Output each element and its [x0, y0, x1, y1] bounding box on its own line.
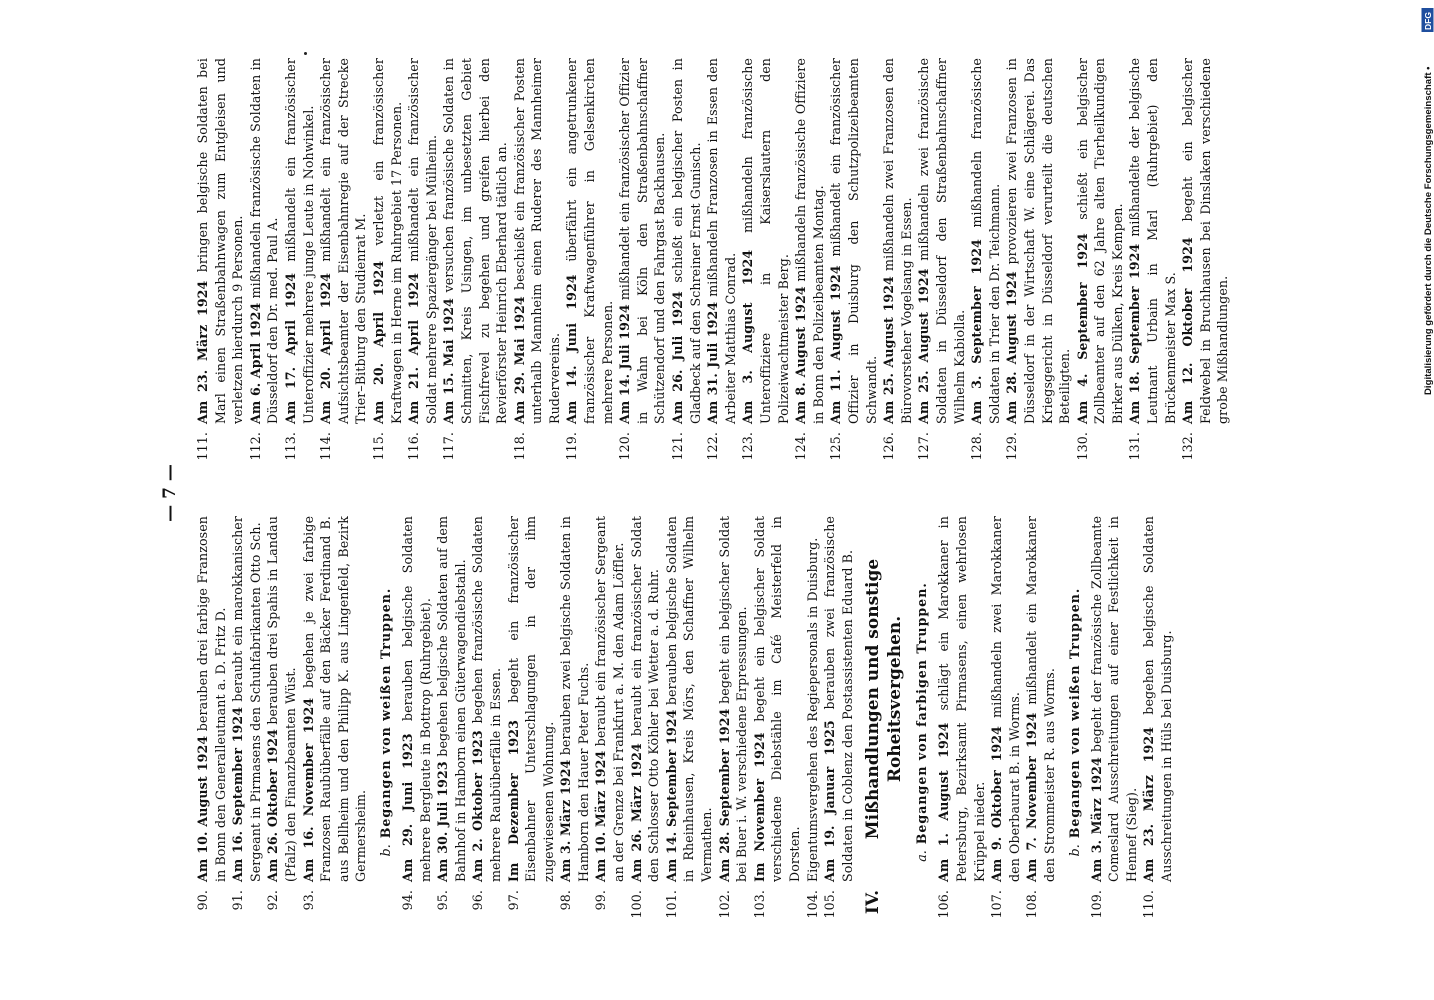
entry-103: [751, 516, 804, 928]
entry-date: Am 18. September 1924: [1127, 243, 1143, 424]
entry-95: [434, 516, 469, 928]
entry-114: [317, 58, 370, 470]
entry-space: [752, 722, 767, 733]
entry-body: mißhandeln französische Offiziere in Bonn den Polizeibeamten Montag.: [793, 58, 826, 424]
entry-body: berauben belgische Soldaten in Rheinhausen, Kreis Mörs, den Schaffner Wilhelm Vermathen.: [663, 516, 715, 882]
entry-text: [1074, 58, 1127, 424]
entry-text: [704, 58, 739, 424]
entry-body: mißhandeln französische Soldaten in Düsseldorf den Dr. med. Paul A.: [247, 58, 281, 424]
entry-body: beraubt ein französischer Soldat den Schlosser Otto Köhler bei Wetter a. d. Ruhr.: [628, 515, 662, 882]
entry-number: 114.: [318, 432, 334, 461]
entry-116: [405, 58, 440, 470]
entry-body: mißhandeln französische Soldaten in Trier den Dr. Teichmann.: [969, 58, 1002, 424]
entry-111: [194, 58, 247, 470]
entry-text: [440, 58, 510, 424]
entry-113: [282, 58, 317, 470]
entry-body: mißhandelt ein französischer Soldat mehrere Spaziergänger bei Mülheim.: [406, 58, 439, 424]
entry-text: [511, 58, 564, 424]
entry-number: 111.: [195, 432, 210, 461]
entry-text: [505, 516, 558, 882]
entry-space: [1004, 265, 1019, 272]
entry-body: begeht ein belgischer Feldwebel in Bruchhausen bei Dinslaken verschiedene grobe Mißhandlungen.: [1180, 57, 1231, 424]
entry-date: Am 26. Oktober 1924: [265, 728, 281, 882]
entry-text: [880, 58, 915, 424]
entry-text: [751, 516, 804, 882]
entry-date: Am 3. August 1924: [740, 249, 756, 424]
entry-105: [821, 516, 856, 928]
entry-body: berauben zwei belgische Soldaten in Hamborn den Hauer Peter Fuchs.: [558, 516, 591, 882]
entry-date: Am 3. September 1924: [969, 238, 985, 424]
entry-115: [370, 58, 405, 470]
entry-text: [194, 516, 229, 882]
digitization-credit: [1421, 0, 1434, 1000]
entry-date: Am 11. August 1924: [828, 265, 844, 424]
subheading: [1067, 516, 1082, 928]
entry-body: provozieren zwei Franzosen in Düsseldorf in der Wirtschaft W. eine Schlägerei. Das Kriegsgericht in Düsseldorf verurteilt die deutschen Beteiligten.: [1004, 58, 1073, 424]
entry-body: begeht ein belgischer Soldat verschiedene Diebstähle im Café Meisterfeld in Dorsten.: [751, 516, 802, 882]
entry-space: [195, 272, 210, 280]
entry-date: Am 15. Mai 1924: [441, 297, 457, 424]
entry-number: 90.: [195, 890, 210, 911]
entry-98: [557, 516, 592, 928]
entry-text: [935, 516, 988, 882]
entry-space: [717, 704, 732, 709]
entry-number: 127.: [916, 432, 932, 461]
entry-space: [435, 757, 450, 762]
entry-date: Am 29. Mai 1924: [511, 296, 527, 424]
entry-body: mißhandelt ein französischer Unteroffizier mehrere junge Leute in Nohwinkel.: [282, 58, 316, 424]
entry-space: [1024, 705, 1039, 713]
entry-date: Am 14. Juni 1924: [564, 274, 580, 424]
entry-space: [936, 710, 951, 722]
entry-text: [1179, 58, 1232, 424]
entry-119: [563, 58, 616, 470]
entry-number: 129.: [1004, 432, 1020, 461]
entry-space: [400, 721, 415, 733]
entry-number: 121.: [670, 432, 686, 461]
entry-124: [792, 58, 827, 470]
entry-date: Am 29. Juni 1923: [399, 733, 415, 882]
entry-102: [716, 516, 751, 928]
entry-date: Am 23. März 1924: [195, 280, 210, 424]
entry-space: [371, 246, 386, 261]
entry-date: Am 14. Juli 1924: [617, 304, 633, 424]
entry-90: [194, 516, 229, 928]
entry-101: [663, 516, 716, 928]
entry-text: [563, 58, 616, 424]
entry-93: [300, 516, 370, 928]
entry-97: [505, 516, 558, 928]
entry-date: Am 19. Januar 1925: [822, 720, 838, 882]
entry-date: Am 26. Juli 1924: [670, 291, 686, 424]
entry-92: [264, 516, 299, 928]
entry-body: mißhandeln zwei Marokkaner den Oberbaurat B. in Worms.: [989, 516, 1022, 882]
entry-date: Am 9. Oktober 1924: [989, 726, 1005, 882]
page-number: — 7 —: [160, 464, 180, 522]
entry-date: Am 20. April 1924: [318, 272, 334, 424]
subheading-key: a.: [914, 850, 930, 862]
entry-99: [592, 516, 627, 928]
credit-text: Digitalisierung gefördert durch die Deutsche Forschungsgemeinschaft •: [1423, 66, 1434, 395]
entry-number: 96.: [470, 890, 486, 911]
entry-text: [716, 516, 751, 882]
entry-body: begehen je zwei farbige Franzosen Raubüberfälle auf den Bäcker Ferdinand B. aus Bellheim und den Philipp K. aus Lingenfeld, Bezirk Germersheim.: [300, 516, 369, 882]
entry-body: berauben belgische Soldaten mehrere Bergleute in Bottrop (Ruhrgebiet).: [399, 516, 433, 882]
entry-date: Am 28. August 1924: [1004, 271, 1020, 424]
entry-body: mißhandeln französische Unteroffiziere in Kaiserslautern den Polizeiwachtmeister Berg.: [740, 58, 791, 424]
entry-space: [969, 228, 984, 239]
entry-text: [804, 516, 822, 882]
entry-space: [283, 262, 298, 273]
entry-body: versuchen französische Soldaten in Schmitten, Kreis Usingen, im unbesetzten Gebiet Fischfrevel zu begehen und greifen hierbei den Revierförster Heinrich Eberhard tätlich an.: [441, 58, 510, 424]
entry-number: 98.: [558, 890, 574, 911]
entry-text: [370, 58, 405, 424]
entry-number: 103.: [751, 890, 767, 919]
entry-text: [469, 516, 504, 882]
entry-text: [739, 58, 792, 424]
entry-space: [1180, 222, 1195, 238]
entry-space: [318, 262, 333, 273]
entry-text: [592, 516, 627, 882]
entry-108: [1023, 516, 1058, 928]
entry-space: [828, 257, 843, 266]
entry-date: Am 4. September 1924: [1074, 233, 1090, 424]
entry-number: 101.: [663, 890, 679, 919]
subheading-key: b.: [1066, 844, 1082, 857]
entry-body: begeht ein französischer Eisenbahner Unterschlagungen in der ihm zugewiesenen Wohnung.: [505, 515, 556, 882]
entry-body: begeht der französische Zollbeamte Comeslard Ausschreitungen auf einer Festlichkeit in Hennef (Sieg).: [1088, 516, 1139, 882]
entry-date: Im Dezember 1923: [505, 720, 521, 882]
entry-text: [663, 516, 716, 882]
entry-space: [506, 703, 521, 720]
entry-space: [512, 290, 527, 296]
entry-91: [229, 516, 264, 928]
entry-text: [792, 58, 827, 424]
entry-122: [704, 58, 739, 470]
entry-text: [434, 516, 469, 882]
entry-number: 95.: [435, 890, 451, 911]
entry-body: berauben drei farbige Franzosen in Bonn den Generalleutnant a. D. Fritz D.: [195, 516, 228, 882]
entry-number: 116.: [406, 432, 422, 461]
entry-131: [1126, 58, 1179, 470]
entry-number: 97.: [505, 890, 521, 911]
entry-body: beraubt ein französischer Sergeant an der Grenze bei Frankfurt a. M. den Adam Löffler.: [593, 516, 627, 882]
entry-121: [669, 58, 704, 470]
entry-text: [616, 58, 669, 424]
entry-space: [916, 261, 931, 269]
entry-104: [804, 516, 822, 928]
section-number: IV.: [863, 890, 884, 915]
entry-space: [230, 702, 245, 707]
entry-96: [469, 516, 504, 928]
entry-space: [301, 688, 316, 698]
subheading: [378, 516, 393, 928]
entry-date: Am 3. März 1924: [558, 759, 574, 882]
subheading-key: b.: [377, 844, 393, 857]
entry-date: Am 2. Oktober 1923: [470, 730, 486, 882]
entry-body: bringen belgische Soldaten bei Marl einen Straßenbahnwagen zum Entgleisen und verletzen hierdurch 9 Personen.: [195, 58, 246, 424]
entry-text: [1088, 516, 1141, 882]
entry-117: [440, 58, 510, 470]
entry-112: [247, 58, 282, 470]
entry-text: [557, 516, 592, 882]
entry-text: [988, 516, 1023, 882]
entry-body: mißhandeln zwei Franzosen den Bürovorsteher Vogelsang in Essen.: [881, 58, 914, 424]
entry-text: [194, 58, 247, 424]
entry-text: [628, 516, 663, 882]
entry-body: begehen französische Soldaten mehrere Raubüberfälle in Essen.: [470, 516, 503, 882]
entry-number: 113.: [282, 432, 298, 461]
dfg-logo-icon: DFG: [1423, 12, 1433, 30]
entry-number: 132.: [1180, 432, 1196, 461]
entry-body: mißhandelte der belgische Leutnant Urbain in Marl (Ruhrgebiet) den Brückenmeister Max S.: [1127, 57, 1178, 424]
entry-body: schlägt ein Marokkaner in Petersburg, Bezirksamt Pirmasens, einen wehrlosen Krüppel nieder.: [936, 516, 987, 882]
entry-space: [793, 282, 808, 287]
entry-space: [664, 705, 679, 709]
entry-107: [988, 516, 1023, 928]
entry-number: 130.: [1074, 432, 1090, 461]
entry-number: 99.: [593, 890, 609, 911]
entry-space: [558, 755, 573, 759]
entry-body: Eigentumsvergehen des Regiepersonals in Duisburg.: [804, 537, 820, 882]
entry-text: [1140, 516, 1175, 882]
entry-text: [399, 516, 434, 882]
entry-text: [282, 58, 317, 424]
entry-space: [593, 746, 608, 750]
entry-space: [989, 718, 1004, 726]
entry-date: Am 8. August 1924: [793, 286, 809, 424]
entry-number: 109.: [1088, 890, 1104, 919]
entry-text: [264, 516, 299, 882]
entry-date: Am 30. Juli 1923: [435, 761, 451, 882]
subheading-text: Begangen von weißen Truppen.: [377, 587, 393, 839]
entry-date: Am 10. August 1924: [195, 735, 210, 882]
entry-text: [300, 516, 370, 882]
entry-text: [1126, 58, 1179, 424]
entry-body: beraubt ein marokkanischer Sergeant in Pirmasens den Schuhfabrikanten Otto Sch.: [230, 516, 263, 882]
entry-128: [968, 58, 1003, 470]
entry-number: 131.: [1127, 432, 1143, 461]
entry-text: [1003, 58, 1073, 424]
entry-space: [1089, 752, 1104, 757]
entry-number: 107.: [989, 890, 1005, 919]
entry-date: Am 1. August 1924: [936, 722, 952, 882]
entry-text: [827, 58, 880, 424]
entry-number: 112.: [247, 432, 263, 461]
entry-number: 128.: [969, 432, 985, 461]
entry-body: begehen belgische Soldaten Ausschreitungen in Hüls bei Duisburg.: [1141, 516, 1174, 882]
entry-date: Am 25. August 1924: [881, 276, 897, 424]
entry-body: verletzt ein französischer Kraftwagen in Herne im Ruhrgebiet 17 Personen.: [370, 58, 404, 424]
entry-number: 119.: [564, 432, 580, 461]
entry-space: [1127, 237, 1142, 244]
entry-text: [968, 58, 1003, 424]
entry-date: Am 6. April 1924: [247, 302, 263, 424]
entry-date: Am 21. April 1924: [406, 272, 422, 424]
right-column: [194, 58, 1301, 470]
entry-date: Am 31. Juli 1924: [705, 301, 721, 424]
entry-date: Am 20. April 1924: [370, 260, 386, 424]
entry-text: [317, 58, 370, 424]
entry-123: [739, 58, 792, 470]
entry-number: 91.: [230, 890, 246, 911]
entry-date: Im November 1924: [751, 732, 767, 882]
section-title: Mißhandlungen und sonstige Roheitsvergehen.: [863, 558, 906, 840]
entry-date: Am 7. November 1924: [1024, 712, 1040, 882]
entry-number: 125.: [828, 432, 844, 461]
entry-body: schießt ein belgischer Posten in Gladbeck auf den Schreiner Ernst Gunisch.: [670, 58, 703, 424]
entry-number: 108.: [1024, 890, 1040, 919]
entry-body: mißhandelt ein französischer Aufsichtsbeamter der Eisenbahnregie auf der Strecke Trier–Bitburg den Studienrat M.: [318, 58, 369, 424]
entry-number: 106.: [936, 890, 952, 919]
entry-date: Am 16. September 1924: [230, 706, 246, 882]
document-page: [116, 58, 1301, 928]
entry-date: Am 16. November 1924: [300, 697, 316, 882]
entry-body: überfährt ein angetrunkener französischer Kraftwagenführer in Gelsenkirchen mehrere Personen.: [564, 58, 615, 424]
entry-body: mißhandelt ein Marokkaner den Strommeister R. aus Worms.: [1024, 516, 1057, 882]
entry-number: 105.: [822, 890, 838, 919]
entry-space: [822, 709, 837, 720]
entry-body: beschießt ein französischer Posten unterhalb Mannheim einen Ruderer des Mannheimer Rudervereins.: [511, 58, 562, 424]
entry-number: 122.: [705, 432, 721, 461]
entry-date: Am 26. März 1924: [628, 743, 644, 882]
entry-text: [669, 58, 704, 424]
entry-number: 92.: [265, 890, 281, 911]
entry-space: [629, 736, 644, 743]
entry-number: 102.: [716, 890, 732, 919]
entry-number: 100.: [628, 890, 644, 919]
entry-space: [441, 292, 456, 298]
entry-body: begeht ein belgischer Soldat bei Buer i. W. verschiedene Erpressungen.: [716, 516, 750, 882]
entry-date: Am 28. September 1924: [716, 708, 732, 882]
entry-118: [511, 58, 564, 470]
entry-number: 110.: [1141, 890, 1157, 919]
entry-date: Am 14. September 1924: [663, 709, 679, 882]
entry-number: 118.: [511, 432, 527, 461]
entry-number: 124.: [793, 432, 809, 461]
entry-date: Am 17. April 1924: [282, 272, 298, 424]
entry-date: Am 25. August 1924: [916, 268, 932, 424]
entry-date: Am 10. März 1924: [593, 750, 609, 882]
entry-text: [229, 516, 264, 882]
entry-body: mißhandeln Franzosen in Essen den Arbeiter Matthias Conrad.: [705, 58, 738, 424]
entry-125: [827, 58, 880, 470]
section-heading: [862, 516, 906, 928]
entry-126: [880, 58, 915, 470]
entry-text: [1023, 516, 1058, 882]
entry-132: [1179, 58, 1232, 470]
entry-space: [406, 262, 421, 273]
entry-body: berauben drei Spahis in Landau (Pfalz) den Finanzbeamten Wüst.: [265, 515, 298, 882]
entry-120: [616, 58, 669, 470]
entry-body: schießt ein belgischer Zollbeamter auf den 62 Jahre alten Tierheilkundigen Birker aus Dülken, Kreis Kempen.: [1074, 58, 1125, 424]
left-column: [194, 516, 1301, 928]
entry-number: 117.: [441, 432, 457, 461]
entry-number: 123.: [740, 432, 756, 461]
entry-109: [1088, 516, 1141, 928]
entry-body: mißhandelt ein französischer Offizier in Duisburg den Schutzpolizeibeamten Schwandt.: [828, 58, 879, 424]
entry-text: [821, 516, 856, 882]
entry-space: [248, 298, 263, 302]
entry-body: mißhandeln zwei französische Soldaten in Düsseldorf den Straßenbahnschaffner Wilhelm Kabiolla.: [916, 57, 967, 424]
entry-space: [705, 297, 720, 302]
entry-number: 104.: [804, 890, 820, 919]
entry-text: [247, 58, 282, 424]
entry-number: 115.: [370, 432, 386, 461]
entry-space: [564, 262, 579, 275]
entry-text: [405, 58, 440, 424]
entry-body: begehen belgische Soldaten auf dem Bahnhof in Hamborn einen Güterwagendiebstahl.: [435, 516, 468, 882]
entry-110: [1140, 516, 1175, 928]
entry-number: 94.: [399, 890, 415, 911]
entry-130: [1074, 58, 1127, 470]
entry-space: [1141, 715, 1156, 727]
entry-date: Am 23. März 1924: [1141, 726, 1157, 882]
entry-space: [470, 724, 485, 731]
entry-text: [915, 58, 968, 424]
entry-date: Am 12. Oktober 1924: [1180, 237, 1196, 424]
entry-number: 120.: [617, 432, 633, 461]
entry-space: [195, 731, 210, 736]
entry-body: berauben zwei französische Soldaten in Coblenz den Postassistenten Eduard B.: [822, 516, 855, 882]
entry-number: 126.: [881, 432, 897, 461]
entry-129: [1003, 58, 1073, 470]
subheading-text: Begangen von weißen Truppen.: [1066, 587, 1082, 839]
entry-space: [617, 300, 632, 304]
entry-body: mißhandelt ein französischer Offizier in Wahn bei Köln den Straßenbahnschaffner Schützendorf und den Fahrgast Backhausen.: [617, 57, 668, 424]
entry-127: [915, 58, 968, 470]
entry-100: [628, 516, 663, 928]
scan-speck: [304, 52, 307, 55]
entry-number: 93.: [300, 890, 316, 911]
subheading: [914, 516, 929, 928]
entry-space: [1075, 220, 1090, 233]
entry-date: Am 3. März 1924: [1088, 757, 1104, 882]
entry-106: [935, 516, 988, 928]
subheading-text: Begangen von farbigen Truppen.: [914, 582, 930, 845]
entry-space: [265, 725, 280, 729]
entry-space: [740, 233, 755, 250]
entry-space: [881, 271, 896, 276]
entry-94: [399, 516, 434, 928]
entry-space: [670, 283, 685, 292]
